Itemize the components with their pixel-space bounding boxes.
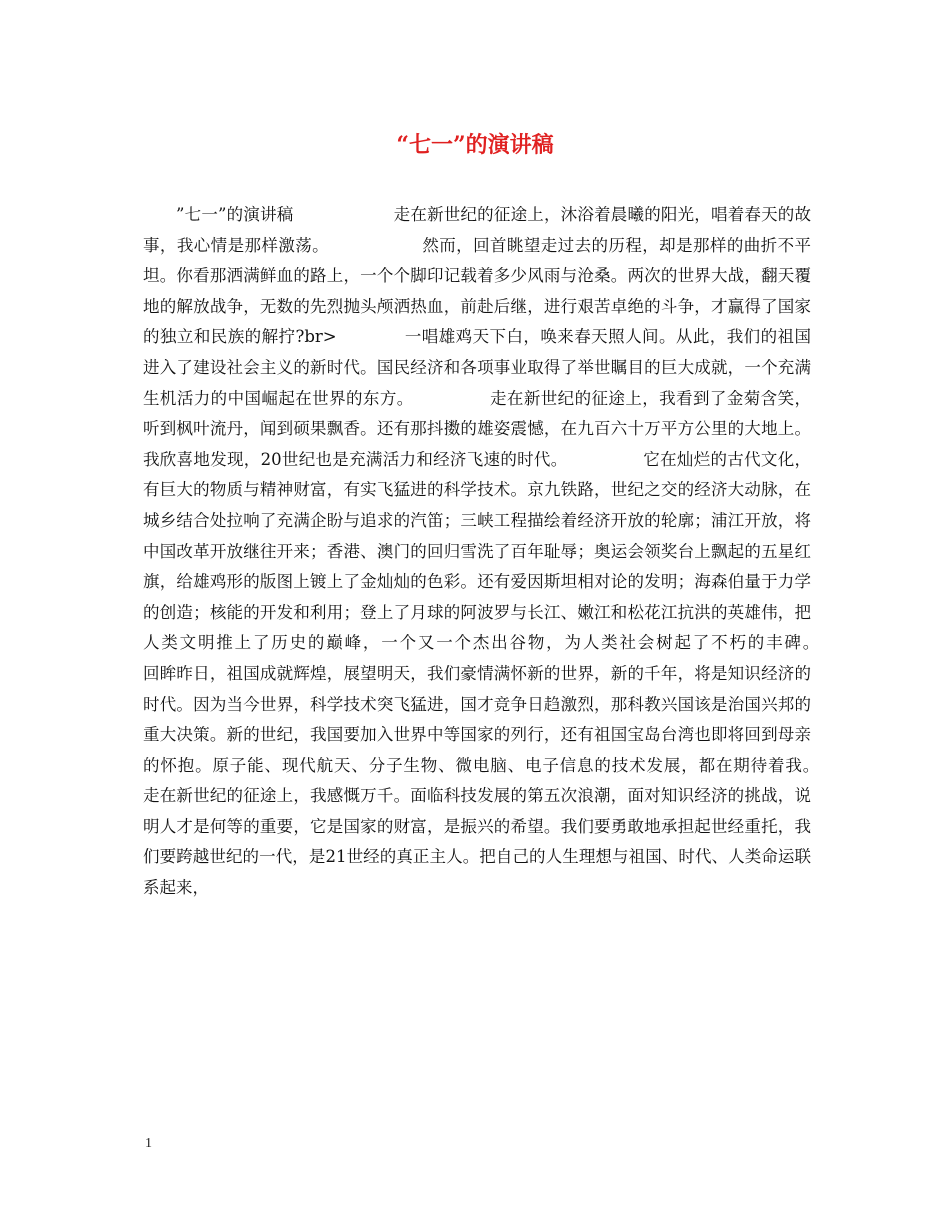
document-title: “七一”的演讲稿 xyxy=(396,132,554,158)
document-body-paragraph: ”七一”的演讲稿 走在新世纪的征途上，沐浴着晨曦的阳光，唱着春天的故事，我心情是那样激荡。 然而，回首眺望走过去的历程，却是那样的曲折不平坦。你看那洒满鲜血的路上，一个个脚印记载着多少风雨与沧桑。两次的世界大战，翻天覆地的解放战争，无数的先烈抛头颅洒热血，前赴后继，进行艰苦卓绝的斗争，才赢得了国家的独立和民族的解拧?br> 一唱雄鸡天下白，唤来春天照人间。从此，我们的祖国进入了建设社会主义的新时代。国民经济和各项事业取得了举世瞩目的巨大成就，一个充满生机活力的中国崛起在世界的东方。 走在新世纪的征途上，我看到了金菊含笑，听到枫叶流丹，闻到硕果飘香。还有那抖擞的雄姿震憾，在九百六十万平方公里的大地上。我欣喜地发现，20世纪也是充满活力和经济飞速的时代。 它在灿烂的古代文化，有巨大的物质与精神财富，有实飞猛进的科学技术。京九铁路，世纪之交的经济大动脉，在城乡结合处拉响了充满企盼与追求的汽笛；三峡工程描绘着经济开放的轮廓；浦江开放，将中国改革开放继往开来；香港、澳门的回归雪洗了百年耻辱；奥运会领奖台上飘起的五星红旗，给雄鸡形的版图上镀上了金灿灿的色彩。还有爱因斯坦相对论的发明；海森伯量于力学的创造；核能的开发和利用；登上了月球的阿波罗与长江、嫩江和松花江抗洪的英雄伟，把人类文明推上了历史的巅峰，一个又一个杰出谷物，为人类社会树起了不朽的丰碑。 回眸昨日，祖国成就辉煌，展望明天，我们豪情满怀新的世界，新的千年，将是知识经济的时代。因为当今世界，科学技术突飞猛进，国才竞争日趋激烈，那科教兴国该是治国兴邦的重大决策。新的世纪，我国要加入世界中等国家的列行，还有祖国宝岛台湾也即将回到母亲的怀抱。原子能、现代航天、分子生物、微电脑、电子信息的技术发展，都在期待着我。 走在新世纪的征途上，我感慨万千。面临科技发展的第五次浪潮，面对知识经济的挑战，说明人才是何等的重要，它是国家的财富，是振兴的希望。我们要勇敢地承担起世经重托，我们要跨越世纪的一代，是21世经的真正主人。把自己的人生理想与祖国、时代、人类命运联系起来， xyxy=(143,205,894,898)
page-number: 1 xyxy=(145,1136,152,1151)
